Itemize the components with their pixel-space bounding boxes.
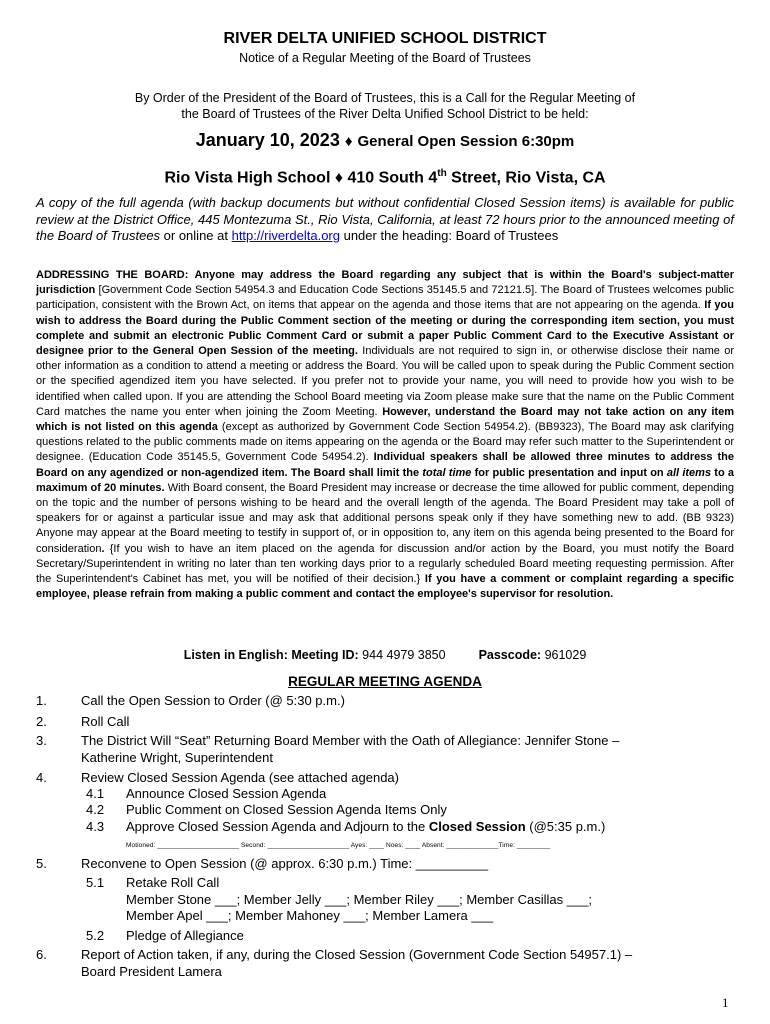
agenda-item (0, 693, 770, 711)
agenda-subitem (0, 802, 770, 820)
venue-ordinal: th (437, 168, 447, 179)
subitem-text-start: Approve Closed Session Agenda and Adjourn to the (126, 819, 429, 834)
agenda-item-text-line1: Report of Action taken, if any, during the Closed Session (Government Code Section 54957.1) – (81, 947, 633, 962)
addressing-heading: ADDRESSING THE BOARD: Anyone may address the Board regarding any subject that is within the Board's subject-matter jurisdiction (36, 269, 734, 297)
addressing-total-time: total time (422, 466, 472, 479)
order-line-1: By Order of the President of the Board of Trustees, this is a Call for the Regular Meeting of (134, 91, 636, 105)
agenda-subitem-text: Public Comment on Closed Session Agenda Items Only (126, 802, 447, 817)
addressing-bold-7: . (101, 542, 110, 555)
diamond-separator: ♦ (344, 133, 353, 150)
agenda-item-number: 3. (36, 733, 47, 748)
district-title: RIVER DELTA UNIFIED SCHOOL DISTRICT (223, 30, 547, 47)
agenda-item-text-line2: Katherine Wright, Superintendent (81, 749, 273, 765)
order-line-2: the Board of Trustees of the River Delta Unified School District to be held: (181, 107, 589, 121)
addressing-the-board-section (36, 268, 734, 602)
agenda-item (0, 714, 770, 732)
agenda-subitem-number: 5.2 (86, 928, 105, 943)
agenda-item-number: 4. (36, 770, 47, 785)
addressing-text-5: {If you wish to have an item placed on the agenda for discussion and/or action by the Board, you must notify the Board Secretary/Superintendent in writing no later than ten working days prior to a regularly scheduled Board meeting requesting permission. After the Superintendent's Cabinet has met, you will be notified of their decision.} (36, 542, 734, 586)
agenda-subitem (0, 875, 770, 929)
addressing-bold-4: Individual speakers shall be allowed three minutes to address the Board on any agendized or non-agendized item. The Board shall limit the (36, 451, 734, 479)
addressing-text-3: (except as authorized by Government Code Section 54954.2). (BB9323), The Board may ask clarifying questions related to the public comments made on items appearing on the agenda or the Board may refer such matter to the Superintendent or designee. (Education Code 35145.5, Government Code 54954.2). (36, 421, 734, 464)
passcode-value: 961029 (544, 648, 587, 662)
addressing-text-4: With Board consent, the Board President may increase or decrease the time allowed for public comment, depending on the topic and the number of persons wishing to be heard and the overall length of the agenda. The Board President may take a poll of speakers for or against a particular issue and may ask that additional persons speak only if they have something new to add. (BB 9323) Anyone may appear at the Board meeting to testify in support of, or in opposition to, any item on this agenda being presented to the Board for consideration (36, 481, 734, 555)
venue-city: Street, Rio Vista, CA (446, 169, 606, 187)
agenda-subitem-number: 4.3 (86, 819, 105, 834)
zoom-listen-info (0, 648, 770, 662)
availability-mid: or online at (160, 228, 232, 243)
passcode-label: Passcode: (478, 648, 542, 662)
addressing-bold-8: If you have a comment or complaint regarding a specific employee, please refrain from making a public comment and contact the employee's supervisor for resolution. (36, 573, 734, 601)
agenda-item-number: 1. (36, 693, 47, 708)
agenda-item-text-line1: The District Will “Seat” Returning Board Member with the Oath of Allegiance: Jennifer Stone – (81, 733, 620, 748)
subitem-text-tail: (@5:35 p.m.) (525, 819, 606, 834)
availability-tail: under the heading: Board of Trustees (339, 228, 559, 243)
order-statement (60, 90, 710, 122)
meeting-id: 944 4979 3850 (362, 648, 446, 662)
agenda-subitem-number: 4.2 (86, 802, 105, 817)
motion-vote-line: Motioned: ______________________ Second: ______________________ Ayes: ____ Noes: ____ Absent: ______________Time: _________ (126, 842, 551, 849)
agenda-item (0, 947, 770, 983)
agenda-subitem-number: 5.1 (86, 875, 105, 890)
closed-session-bold: Closed Session (428, 819, 526, 834)
addressing-bold-2: If you wish to address the Board during the Public Comment section of the meeting or during the corresponding item section, you must complete and submit an electronic Public Comment Card or submit a paper Public Comment Card to the Executive Assistant or designee prior to the General Open Session of the meeting. (36, 299, 734, 358)
meeting-date-heading (0, 130, 770, 151)
agenda-item-text: Call the Open Session to Order (@ 5:30 p.m.) (81, 693, 345, 708)
agenda-subitem-text (126, 875, 726, 925)
meeting-notice: Notice of a Regular Meeting of the Board of Trustees (239, 51, 531, 65)
agenda-availability-notice (36, 195, 734, 245)
roll-call-members-1: Member Stone ___; Member Jelly ___; Member Riley ___; Member Casillas ___; (126, 891, 593, 907)
agenda-subitem-text: Pledge of Allegiance (126, 928, 244, 943)
agenda-item-number: 2. (36, 714, 47, 729)
addressing-all-items: all items (666, 466, 712, 479)
addressing-text-2: Individuals are not required to sign in, or otherwise disclose their name or other information as a condition to attend a meeting or address the Board. You will be called upon to speak during the Public Comment section or the specified agendized item you have selected. If you prefer not to provide your name, you will need to provide how you wish to be identified when called upon. If you are attending the School Board meeting via Zoom please make sure that the name on the Public Comment Card matches the name you enter when joining the Zoom Meeting. (36, 345, 734, 418)
meeting-date: January 10, 2023 (195, 130, 340, 150)
district-website-link[interactable]: http://riverdelta.org (231, 228, 340, 243)
agenda-item-number: 5. (36, 856, 47, 871)
agenda-item-text: Roll Call (81, 714, 130, 729)
agenda-item-text-line2: Board President Lamera (81, 963, 222, 979)
agenda-subitem-text (126, 819, 726, 836)
agenda-item-text (81, 947, 721, 980)
addressing-bold-5: for public presentation and input on (471, 466, 667, 479)
listen-label: Listen in English: Meeting ID: (183, 648, 359, 662)
availability-text: A copy of the full agenda (with backup documents but without confidential Closed Session items) is available for public review at the District Office, 445 Montezuma St., Rio Vista, California, at least 72 hours prior to the announced meeting of the Board of Trustees (36, 195, 734, 243)
agenda-subitem-number: 4.1 (86, 786, 105, 801)
roll-call-label: Retake Roll Call (126, 875, 220, 890)
session-time: General Open Session 6:30pm (357, 133, 575, 150)
addressing-bold-3: However, understand the Board may not take action on any item which is not listed on this agenda (36, 405, 734, 434)
agenda-item (0, 856, 770, 874)
agenda-item-text (81, 733, 721, 766)
addressing-text-1: [Government Code Section 54954.3 and Education Code Sections 35145.5 and 72121.5]. The Board of Trustees welcomes public participation, consistent with the Brown Act, on items that appear on the agenda and those items that are not appearing on the agenda. (36, 284, 734, 312)
agenda-subitem (0, 928, 770, 946)
meeting-venue (0, 168, 770, 187)
agenda-heading: REGULAR MEETING AGENDA (288, 674, 482, 689)
roll-call-members-2: Member Apel ___; Member Mahoney ___; Member Lamera ___ (126, 908, 494, 923)
agenda-item-number: 6. (36, 947, 47, 962)
venue-address: Rio Vista High School ♦ 410 South 4 (164, 169, 438, 187)
agenda-item-text: Reconvene to Open Session (@ approx. 6:30 p.m.) Time: __________ (81, 856, 489, 871)
page-number: 1 (722, 995, 729, 1010)
agenda-item-text: Review Closed Session Agenda (see attached agenda) (81, 770, 399, 785)
addressing-bold-6: to a maximum of 20 minutes. (36, 466, 734, 494)
agenda-subitem-text: Announce Closed Session Agenda (126, 786, 327, 801)
agenda-item (0, 733, 770, 769)
agenda-subitem (0, 819, 770, 837)
